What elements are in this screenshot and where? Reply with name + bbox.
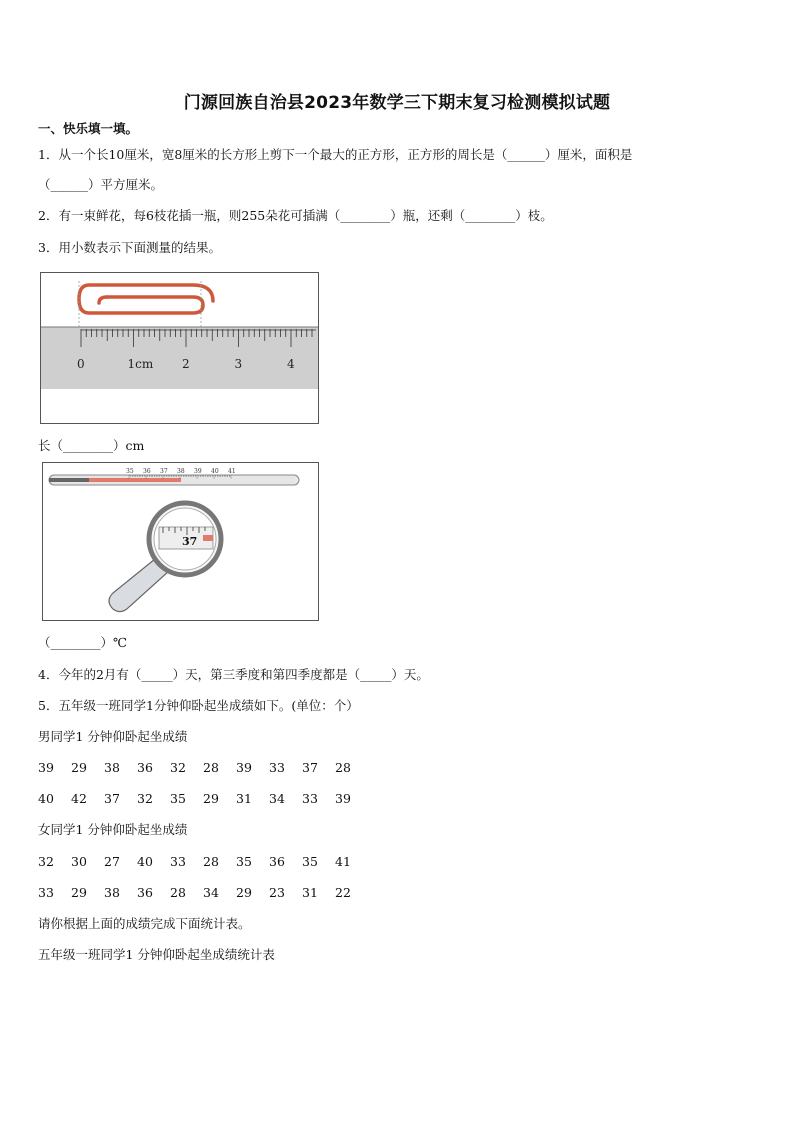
boys-row-1 <box>38 760 368 776</box>
score: 40 <box>38 791 54 806</box>
score: 28 <box>203 760 219 775</box>
boys-row-2 <box>38 791 368 807</box>
girls-row-1 <box>38 854 368 870</box>
magnifying-glass-icon <box>109 503 221 612</box>
question-2: 2．有一束鲜花，每6枝花插一瓶，则255朵花可插满（________）瓶，还剩（________）枝。 <box>38 208 553 223</box>
score: 34 <box>269 791 285 806</box>
score: 38 <box>104 885 120 900</box>
girls-title: 女同学1 分钟仰卧起坐成绩 <box>38 822 188 837</box>
question-1-line-1: 1．从一个长10厘米，宽8厘米的长方形上剪下一个最大的正方形，正方形的周长是（______）厘米，面积是 <box>38 147 633 162</box>
score: 32 <box>137 791 153 806</box>
score: 39 <box>236 760 252 775</box>
score: 28 <box>203 854 219 869</box>
score: 36 <box>137 885 153 900</box>
ruler-label-3: 3 <box>234 357 243 371</box>
score: 36 <box>269 854 285 869</box>
score: 42 <box>71 791 87 806</box>
instruction: 请你根据上面的成绩完成下面统计表。 <box>38 916 251 931</box>
question-4: 4．今年的2月有（_____）天，第三季度和第四季度都是（_____）天。 <box>38 667 429 682</box>
thermo-label-40: 40 <box>211 468 219 475</box>
table-title: 五年级一班同学1 分钟仰卧起坐成绩统计表 <box>38 947 275 962</box>
section-heading: 一、快乐填一填。 <box>38 121 139 136</box>
thermometer-figure <box>42 462 319 621</box>
score: 32 <box>170 760 186 775</box>
thermo-label-35: 35 <box>126 468 134 475</box>
thermo-label-36: 36 <box>143 468 151 475</box>
score: 29 <box>71 760 87 775</box>
magnified-reading: 37 <box>182 535 198 548</box>
page-title: 门源回族自治县2023年数学三下期末复习检测模拟试题 <box>183 93 611 113</box>
score: 35 <box>236 854 252 869</box>
score: 36 <box>137 760 153 775</box>
score: 29 <box>71 885 87 900</box>
score: 41 <box>335 854 351 869</box>
ruler-figure <box>40 272 319 424</box>
score: 33 <box>38 885 54 900</box>
score: 23 <box>269 885 285 900</box>
question-3: 3．用小数表示下面测量的结果。 <box>38 240 221 255</box>
score: 32 <box>38 854 54 869</box>
score: 28 <box>335 760 351 775</box>
score: 35 <box>302 854 318 869</box>
score: 33 <box>302 791 318 806</box>
thermo-label-39: 39 <box>194 468 202 475</box>
score: 29 <box>236 885 252 900</box>
score: 38 <box>104 760 120 775</box>
ruler-label-0: 0 <box>77 357 85 371</box>
score: 27 <box>104 854 120 869</box>
thermo-label-37: 37 <box>160 468 168 475</box>
thermometer-illustration <box>43 463 318 620</box>
score: 33 <box>269 760 285 775</box>
score: 34 <box>203 885 219 900</box>
ruler-label-1: 1cm <box>127 357 154 371</box>
score: 35 <box>170 791 186 806</box>
ruler-label-4: 4 <box>287 357 295 371</box>
ruler-label-2: 2 <box>182 357 190 371</box>
score: 39 <box>38 760 54 775</box>
score: 37 <box>302 760 318 775</box>
thermometer-answer: （________）℃ <box>38 635 127 650</box>
score: 39 <box>335 791 351 806</box>
score: 28 <box>170 885 186 900</box>
thermo-label-41: 41 <box>228 468 236 475</box>
score: 30 <box>71 854 87 869</box>
mercury-column <box>89 478 181 482</box>
question-5: 5．五年级一班同学1分钟仰卧起坐成绩如下。(单位：个） <box>38 698 359 713</box>
ruler-illustration <box>41 273 318 423</box>
score: 31 <box>302 885 318 900</box>
paper-clip-icon <box>79 285 213 313</box>
question-1-line-2: （______）平方厘米。 <box>38 177 164 192</box>
score: 22 <box>335 885 351 900</box>
ruler-answer: 长（________）cm <box>38 438 145 453</box>
girls-row-2 <box>38 885 368 901</box>
boys-title: 男同学1 分钟仰卧起坐成绩 <box>38 729 188 744</box>
score: 29 <box>203 791 219 806</box>
score: 31 <box>236 791 252 806</box>
score: 37 <box>104 791 120 806</box>
score: 40 <box>137 854 153 869</box>
thermo-label-38: 38 <box>177 468 185 475</box>
score: 33 <box>170 854 186 869</box>
